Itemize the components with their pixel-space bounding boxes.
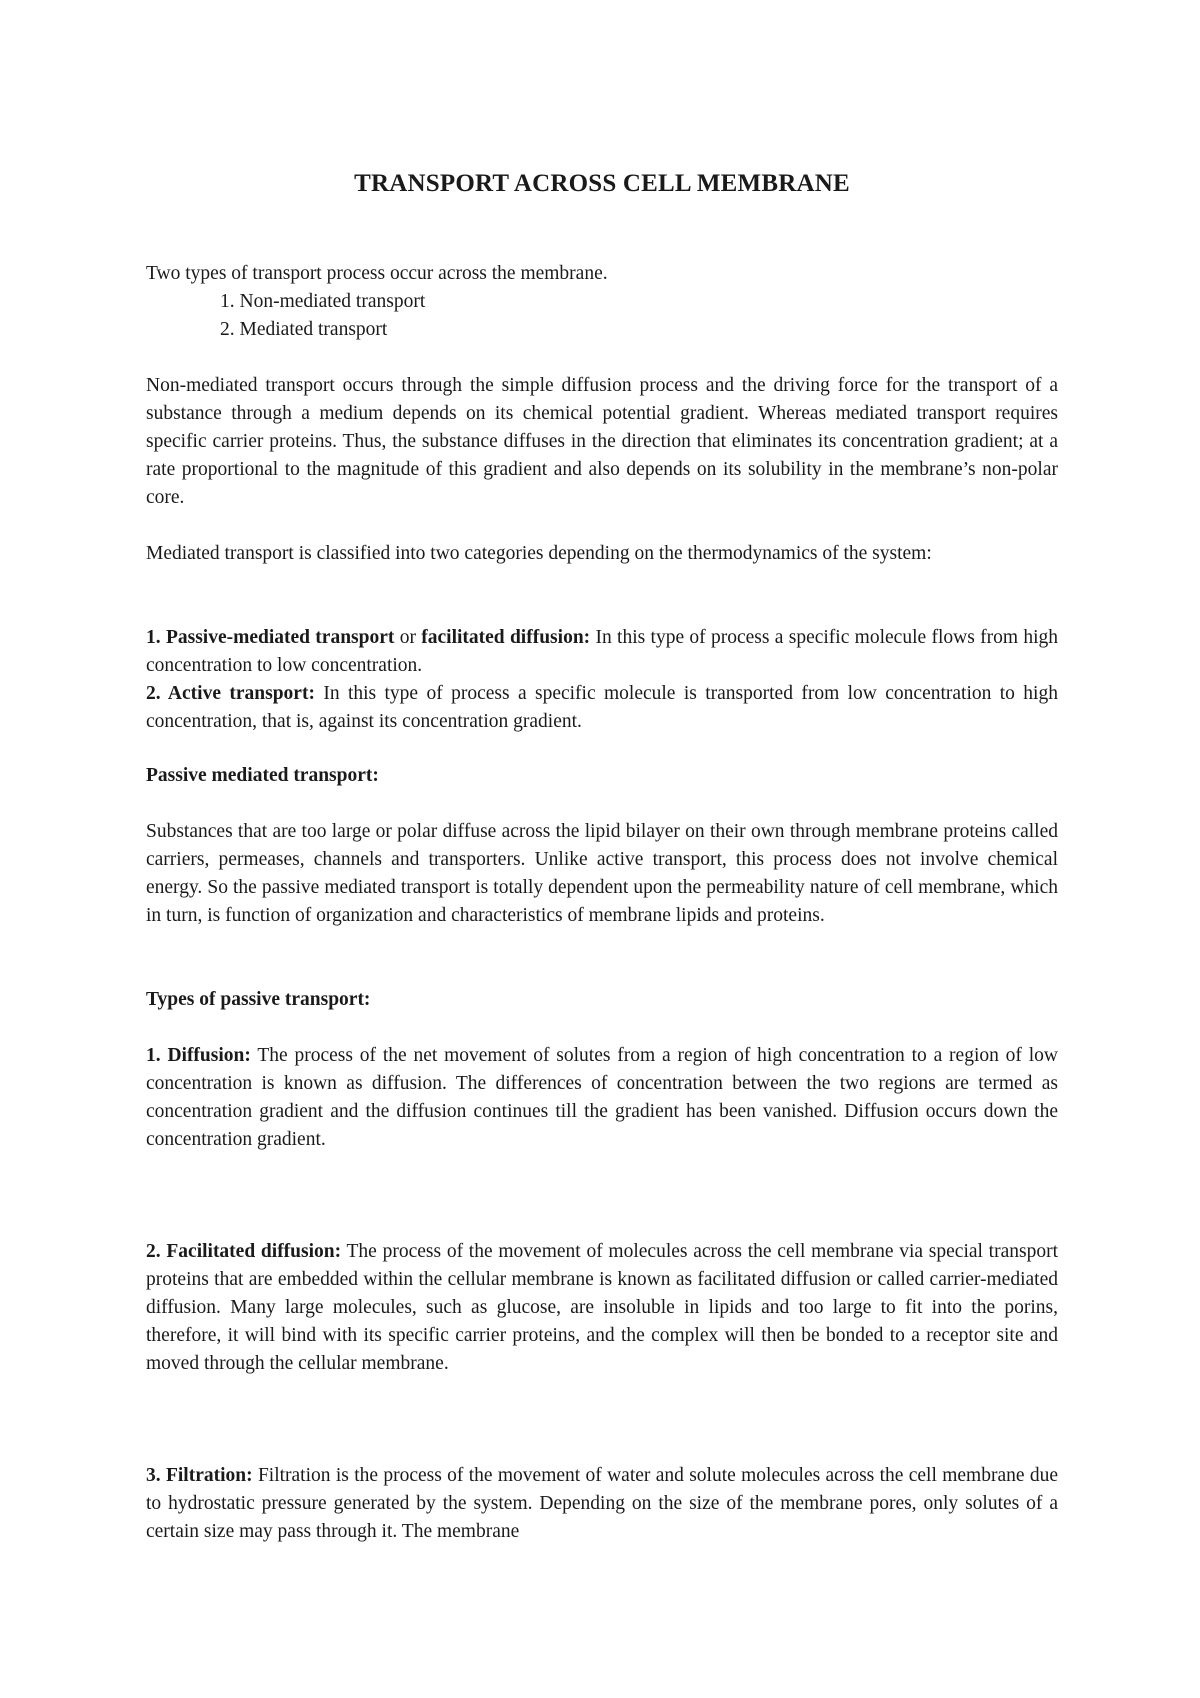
list-item-mediated: 2. Mediated transport bbox=[220, 319, 388, 340]
category-passive-text: In this type of process a specific molecule flows from high concentration to low concentration. bbox=[146, 627, 1058, 676]
paragraph-filtration bbox=[146, 1462, 1058, 1546]
paragraph-facilitated-diffusion bbox=[146, 1238, 1058, 1378]
category-or: or bbox=[394, 627, 422, 648]
diffusion-text: The process of the net movement of solutes from a region of high concentration to a region of low concentration is known as diffusion. The differences of concentration between the two regions are termed as concentration gradient and the diffusion continues till the gradient has been vanished. Diffusion occurs down the concentration gradient. bbox=[146, 1045, 1058, 1150]
paragraph-nonmediated: Non-mediated transport occurs through the simple diffusion process and the driving force for the transport of a substance through a medium depends on its chemical potential gradient. Whereas mediated transport requires specific carrier proteins. Thus, the substance diffuses in the direction that eliminates its concentration gradient; at a rate proportional to the magnitude of this gradient and also depends on its solubility in the membrane’s non-polar core. bbox=[146, 375, 1058, 508]
heading-types-passive: Types of passive transport: bbox=[146, 989, 371, 1010]
intro-text: Two types of transport process occur across the membrane. bbox=[146, 263, 608, 284]
category-passive-label: 1. Passive-mediated transport bbox=[146, 627, 395, 648]
paragraph-mediated: Mediated transport is classified into two categories depending on the thermodynamics of the system: bbox=[146, 543, 932, 564]
heading-passive-mediated: Passive mediated transport: bbox=[146, 765, 379, 786]
paragraph-passive-mediated: Substances that are too large or polar diffuse across the lipid bilayer on their own through membrane proteins called carriers, permeases, channels and transporters. Unlike active transport, this process does not involve chemical energy. So the passive mediated transport is totally dependent upon the permeability nature of cell membrane, which in turn, is function of organization and characteristics of membrane lipids and proteins. bbox=[146, 821, 1058, 926]
category-passive-mediated bbox=[146, 624, 1058, 680]
filtration-label: 3. Filtration: bbox=[146, 1465, 253, 1486]
category-facilitated-label: facilitated diffusion: bbox=[421, 627, 591, 648]
diffusion-label: 1. Diffusion: bbox=[146, 1045, 251, 1066]
facilitated-label: 2. Facilitated diffusion: bbox=[146, 1241, 342, 1262]
category-active-label: 2. Active transport: bbox=[146, 683, 315, 704]
facilitated-text: The process of the movement of molecules across the cell membrane via special transport proteins that are embedded within the cellular membrane is known as facilitated diffusion or called carrier-mediated diffusion. Many large molecules, such as glucose, are insoluble in lipids and too large to fit into the porins, therefore, it will bind with its specific carrier proteins, and the complex will then be bonded to a receptor site and moved through the cellular membrane. bbox=[146, 1241, 1058, 1374]
page-title: TRANSPORT ACROSS CELL MEMBRANE bbox=[354, 170, 850, 197]
category-active-text: In this type of process a specific molecule is transported from low concentration to high concentration, that is, against its concentration gradient. bbox=[146, 683, 1058, 732]
list-item-nonmediated: 1. Non-mediated transport bbox=[220, 291, 426, 312]
category-active bbox=[146, 680, 1058, 736]
filtration-text: Filtration is the process of the movement of water and solute molecules across the cell membrane due to hydrostatic pressure generated by the system. Depending on the size of the membrane pores, only solutes of a certain size may pass through it. The membrane bbox=[146, 1465, 1058, 1542]
paragraph-diffusion bbox=[146, 1042, 1058, 1154]
